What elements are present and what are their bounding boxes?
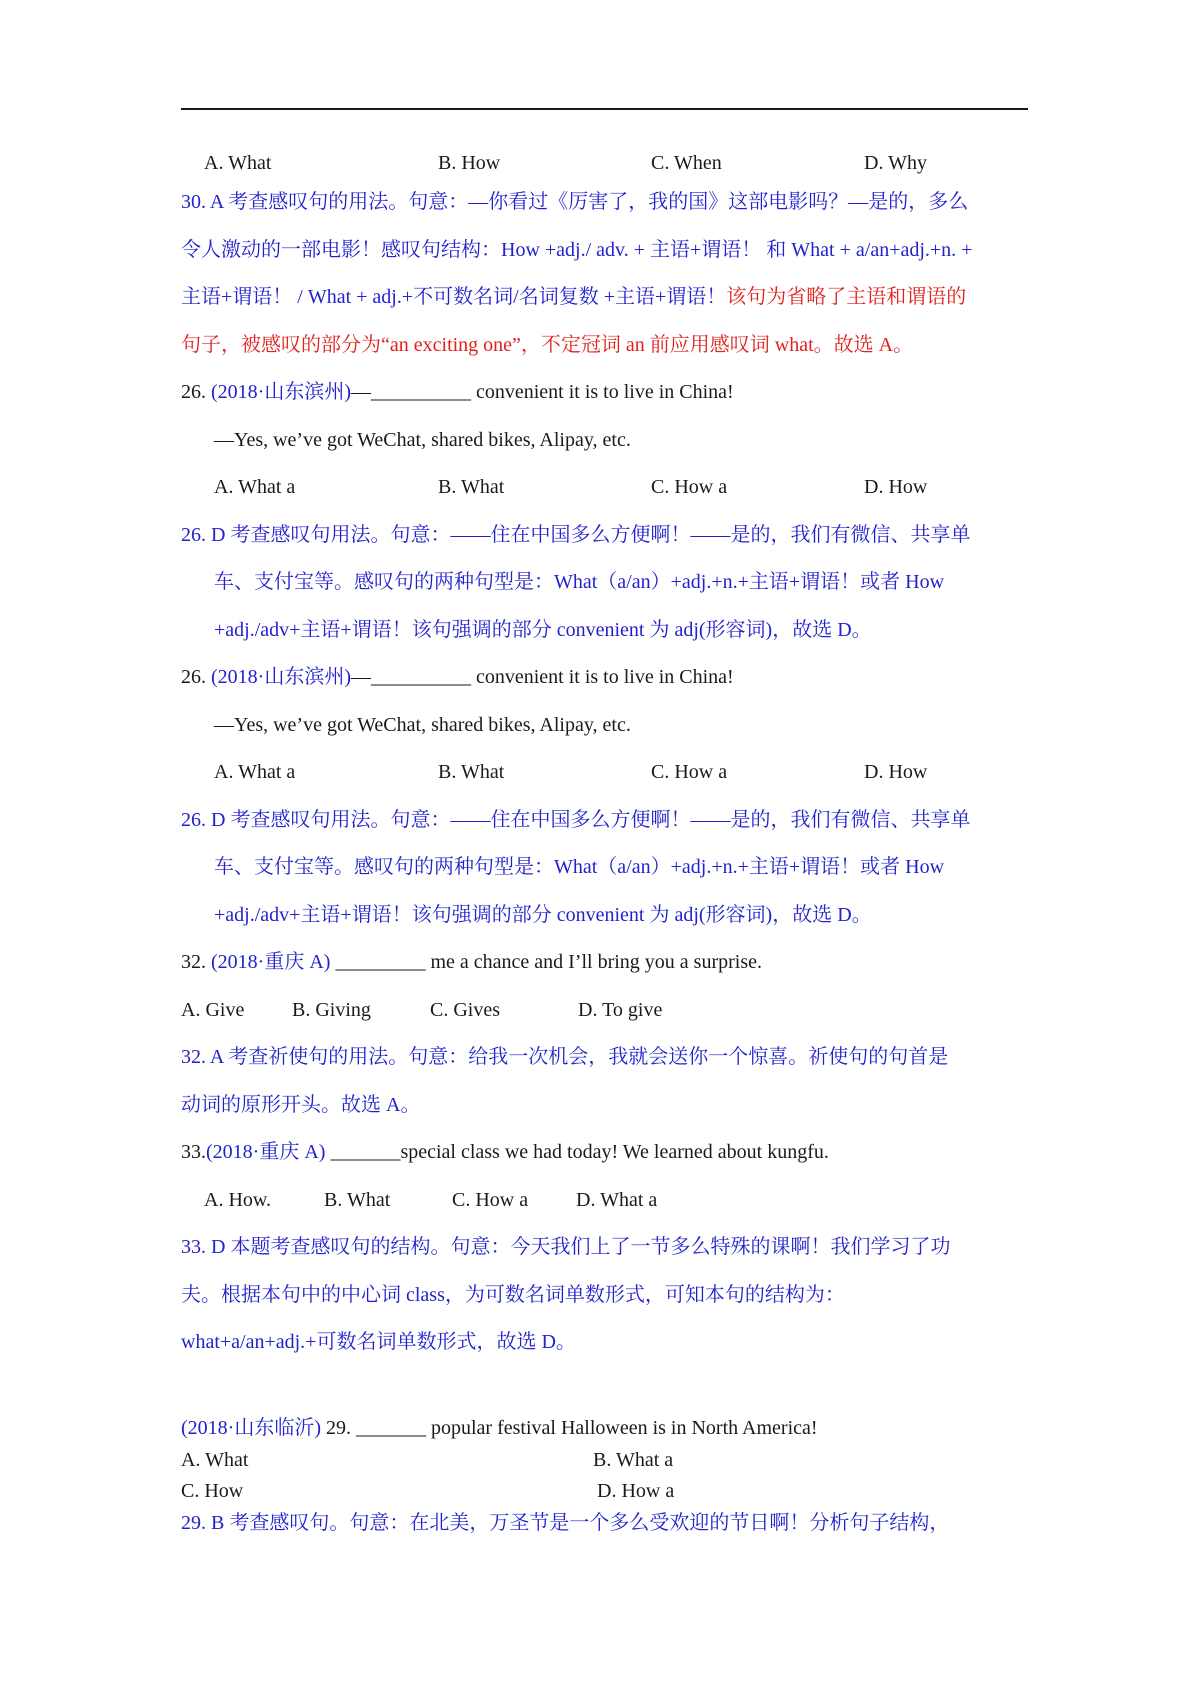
q26a-source: (2018·山东滨州) <box>211 381 351 403</box>
q33-stem: _______special class we had today! We learned about kungfu. <box>325 1141 829 1163</box>
q26b-number: 26. <box>181 666 211 688</box>
q26a-stem-line <box>181 378 734 406</box>
q32-number: 32. <box>181 951 211 973</box>
q29-stem: 29. _______ popular festival Halloween is in North America! <box>320 1417 818 1439</box>
q29-option-a: A. What <box>181 1449 249 1471</box>
a26a-line1: 26. D 考查感叹句用法。句意：——住在中国多么方便啊！——是的，我们有微信、共享单 <box>181 524 971 546</box>
a30-line3-red: 该句为省略了主语和谓语的 <box>726 286 967 308</box>
a26b-line3: +adj./adv+主语+谓语！该句强调的部分 convenient 为 adj(形容词)，故选 D。 <box>214 904 872 926</box>
q26b-option-b: B. What <box>438 761 505 783</box>
q26b-option-a: A. What a <box>214 761 296 783</box>
q26b-stem-line <box>181 663 734 691</box>
a29-line1: 29. B 考查感叹句。句意：在北美，万圣节是一个多么受欢迎的节日啊！分析句子结构， <box>181 1512 950 1534</box>
a30-line1: 30. A 考查感叹句的用法。句意：—你看过《厉害了，我的国》这部电影吗？—是的，多么 <box>181 191 969 213</box>
a30-line3 <box>181 283 966 311</box>
a30-line4: 句子，被感叹的部分为“an exciting one”，不定冠词 an 前应用感叹词 what。故选 A。 <box>181 334 914 356</box>
a26a-line3: +adj./adv+主语+谓语！该句强调的部分 convenient 为 adj(形容词)，故选 D。 <box>214 619 872 641</box>
q29-stem-line <box>181 1414 818 1442</box>
q33-option-b: B. What <box>324 1189 391 1211</box>
a26a-line2: 车、支付宝等。感叹句的两种句型是：What（a/an）+adj.+n.+主语+谓语！或者 How <box>214 571 945 593</box>
q33-option-c: C. How a <box>452 1189 529 1211</box>
a26b-line2: 车、支付宝等。感叹句的两种句型是：What（a/an）+adj.+n.+主语+谓语！或者 How <box>214 856 945 878</box>
a33-line3: what+a/an+adj.+可数名词单数形式，故选 D。 <box>181 1331 576 1353</box>
q32-option-c: C. Gives <box>430 999 500 1021</box>
q26a-reply: —Yes, we’ve got WeChat, shared bikes, Alipay, etc. <box>214 429 631 451</box>
q26a-number: 26. <box>181 381 211 403</box>
q26b-option-d: D. How <box>864 761 928 783</box>
q26a-option-c: C. How a <box>651 476 728 498</box>
q26a-stem: —__________ convenient it is to live in China! <box>350 381 734 403</box>
q26a-option-a: A. What a <box>214 476 296 498</box>
q32-stem-line <box>181 948 762 976</box>
q33-stem-line <box>181 1138 829 1166</box>
q30-option-c: C. When <box>651 152 722 174</box>
a30-line2: 令人激动的一部电影！感叹句结构：How +adj./ adv. + 主语+谓语！ 和 What + a/an+adj.+n. + <box>181 239 973 261</box>
a32-line1: 32. A 考查祈使句的用法。句意：给我一次机会，我就会送你一个惊喜。祈使句的句首是 <box>181 1046 949 1068</box>
q33-source: (2018·重庆 A) <box>206 1141 326 1163</box>
a32-line2: 动词的原形开头。故选 A。 <box>181 1094 421 1116</box>
q33-option-d: D. What a <box>576 1189 658 1211</box>
q30-option-a: A. What <box>204 152 272 174</box>
q29-source: (2018·山东临沂) <box>181 1417 321 1439</box>
a26b-line1: 26. D 考查感叹句用法。句意：——住在中国多么方便啊！——是的，我们有微信、共享单 <box>181 809 971 831</box>
q32-option-a: A. Give <box>181 999 245 1021</box>
q30-option-b: B. How <box>438 152 501 174</box>
a33-line2: 夫。根据本句中的中心词 class，为可数名词单数形式，可知本句的结构为： <box>181 1284 845 1306</box>
a33-line1: 33. D 本题考查感叹句的结构。句意：今天我们上了一节多么特殊的课啊！我们学习了功 <box>181 1236 951 1258</box>
q32-source: (2018·重庆 A) <box>211 951 331 973</box>
q32-option-b: B. Giving <box>292 999 371 1021</box>
q26b-option-c: C. How a <box>651 761 728 783</box>
q26a-option-b: B. What <box>438 476 505 498</box>
q26b-stem: —__________ convenient it is to live in China! <box>350 666 734 688</box>
q29-option-c: C. How <box>181 1480 244 1502</box>
q32-stem: _________ me a chance and I’ll bring you a surprise. <box>330 951 762 973</box>
q33-number: 33. <box>181 1141 206 1163</box>
q29-option-b: B. What a <box>593 1449 674 1471</box>
q26b-source: (2018·山东滨州) <box>211 666 351 688</box>
q32-option-d: D. To give <box>578 999 663 1021</box>
q26b-reply: —Yes, we’ve got WeChat, shared bikes, Alipay, etc. <box>214 714 631 736</box>
q26a-option-d: D. How <box>864 476 928 498</box>
header-rule <box>181 108 1028 110</box>
q29-option-d: D. How a <box>597 1480 675 1502</box>
q30-option-d: D. Why <box>864 152 927 174</box>
a30-line3-blue: 主语+谓语！ / What + adj.+不可数名词/名词复数 +主语+谓语！ <box>181 286 727 308</box>
q33-option-a: A. How. <box>204 1189 272 1211</box>
